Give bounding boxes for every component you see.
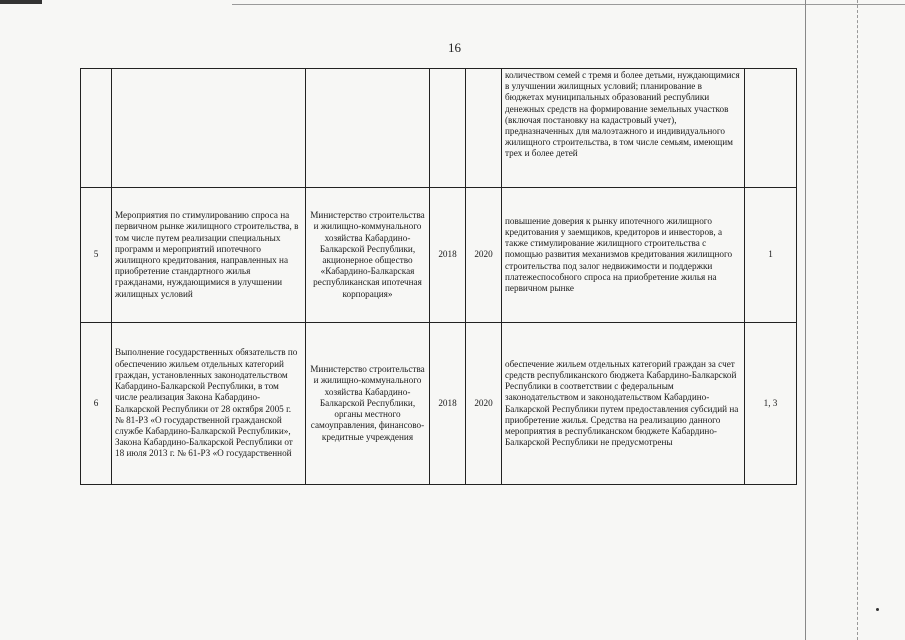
- measure-description: Выполнение государственных обязательств по обеспечению жильем отдельных категорий граждан, установленных законодательством Кабардино-Балкарской Республики, в том числе реализация Закона Кабардино-Балкарской Республики от 28 октября 2005 г. № 81-РЗ «О государственной гражданской службе Кабардино-Балкарской Республики», Закона Кабардино-Балкарской Республики от 18 июля 2013 г. № 61-РЗ «О государственной: [112, 323, 306, 485]
- table-row: [81, 69, 797, 188]
- expected-result: количеством семей с тремя и более детьми, нуждающимися в улучшении жилищных условий; планирование в бюджетах муниципальных образований республики денежных средств на формирование земельных участков (включая постановку на кадастровый учет), предназначенных для малоэтажного и индивидуального жилищного строительства, в том числе семьям, имеющим трех и более детей: [502, 69, 745, 188]
- scan-speck: [876, 608, 879, 611]
- responsible-executor: Министерство строительства и жилищно-коммунального хозяйства Кабардино-Балкарской Республики, органы местного самоуправления, финансово-кредитные учреждения: [306, 323, 430, 485]
- scan-vertical-line: [857, 0, 858, 640]
- scan-corner-mark: [0, 0, 42, 4]
- page-number: 16: [448, 40, 461, 55]
- start-year: [430, 69, 466, 188]
- indicator-link: [745, 69, 797, 188]
- row-number: 5: [81, 188, 112, 323]
- row-number: [81, 69, 112, 188]
- table-row: [81, 323, 797, 485]
- end-year: 2020: [466, 188, 502, 323]
- end-year: [466, 69, 502, 188]
- measure-description: Мероприятия по стимулированию спроса на первичном рынке жилищного строительства, в том числе путем реализации специальных программ и мероприятий ипотечного жилищного кредитования, направленных на приобретение стандартного жилья гражданами, нуждающимися в улучшении жилищных условий: [112, 188, 306, 323]
- responsible-executor: Министерство строительства и жилищно-коммунального хозяйства Кабардино-Балкарской Республики, акционерное общество «Кабардино-Балкарская республиканская ипотечная корпорация»: [306, 188, 430, 323]
- expected-result: обеспечение жильем отдельных категорий граждан за счет средств республиканского бюджета Кабардино-Балкарской Республики в соответствии с федеральным законодательством и законодательством Кабардино-Балкарской Республики путем предоставления субсидий на приобретение жилья. Средства на реализацию данного мероприятия в республиканском бюджете Кабардино-Балкарской Республики не предусмотрены: [502, 323, 745, 485]
- scan-vertical-line: [805, 0, 806, 640]
- row-number: 6: [81, 323, 112, 485]
- end-year: 2020: [466, 323, 502, 485]
- table-row: [81, 188, 797, 323]
- start-year: 2018: [430, 188, 466, 323]
- indicator-link: 1: [745, 188, 797, 323]
- expected-result: повышение доверия к рынку ипотечного жилищного кредитования у заемщиков, кредиторов и инвесторов, а также стимулирование жилищного строительства с помощью развития механизмов кредитования жилищного строительства под залог недвижимости и поддержки платежеспособного спроса на приобретение жилья на первичном рынке: [502, 188, 745, 323]
- program-measures-table: [80, 68, 797, 485]
- indicator-link: 1, 3: [745, 323, 797, 485]
- responsible-executor: [306, 69, 430, 188]
- measure-description: [112, 69, 306, 188]
- start-year: 2018: [430, 323, 466, 485]
